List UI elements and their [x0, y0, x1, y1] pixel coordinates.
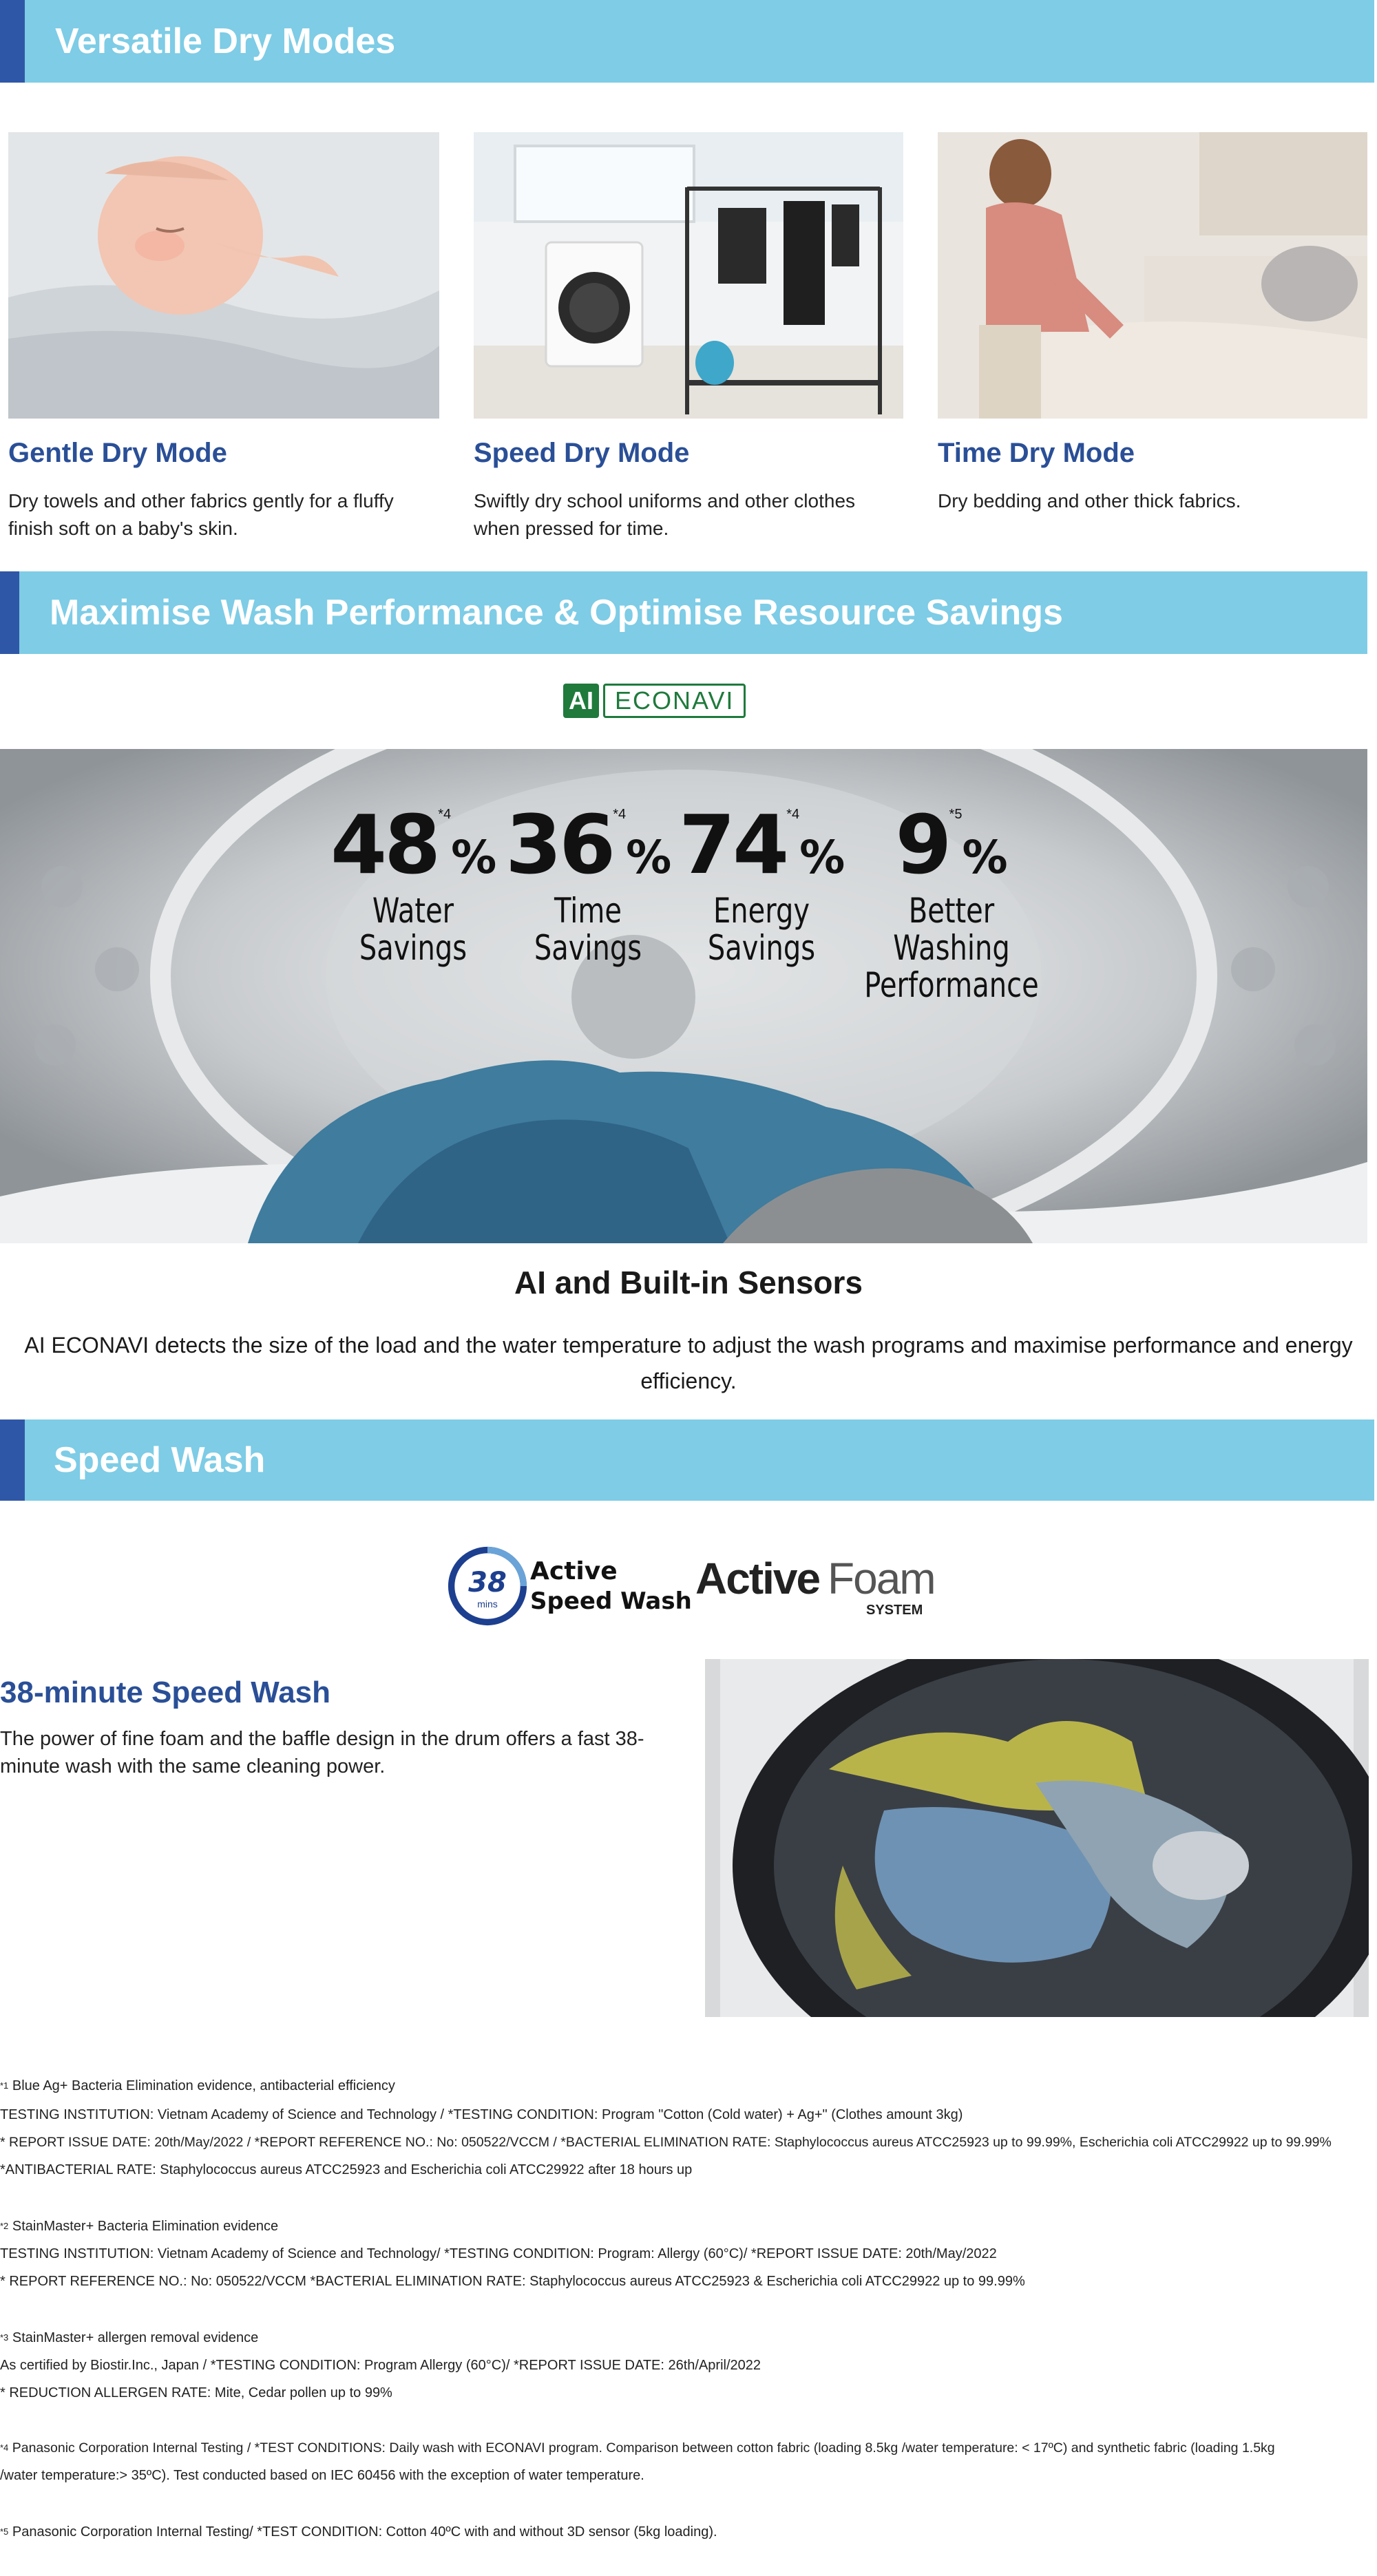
sensors-desc-line2: efficiency.: [640, 1369, 737, 1393]
time-dry-title: Time Dry Mode: [938, 438, 1135, 468]
dry-modes-banner: [0, 0, 1374, 83]
dry-modes-title: Versatile Dry Modes: [55, 21, 396, 61]
stat-value: 36: [505, 797, 613, 892]
stat-unit: %: [962, 831, 1008, 884]
stat-unit: %: [799, 831, 845, 884]
stat-label-line2: Performance: [864, 965, 1039, 1005]
sensors-desc-line1: AI ECONAVI detects the size of the load and the water temperature to adjust the wash programs and maximise performance and energy: [24, 1333, 1353, 1358]
active-foam-system: SYSTEM: [866, 1603, 923, 1618]
stat-value: 48: [330, 797, 439, 892]
gentle-dry-image: [8, 132, 439, 419]
footnote-3-title: [0, 2324, 1370, 2352]
banner-accent: [0, 0, 25, 83]
active-foam-foam: Foam: [828, 1554, 935, 1603]
stat-label-line2: Savings: [534, 928, 642, 968]
wash-performance-title: Maximise Wash Performance & Optimise Resource Savings: [50, 593, 1063, 633]
speed-wash-desc-line1: The power of fine foam and the baffle design in the drum offers a fast 38-: [0, 1728, 644, 1750]
footnote-3-line2: * REDUCTION ALLERGEN RATE: Mite, Cedar pollen up to 99%: [0, 2385, 392, 2400]
wash-performance-banner: [0, 571, 1367, 654]
footnote-2-mark: *2: [0, 2221, 9, 2231]
stat-value: 9: [895, 797, 949, 892]
ai-econavi-logo: [563, 684, 746, 718]
stat-note: *4: [438, 807, 452, 822]
footnote-5-text: Panasonic Corporation Internal Testing/ *TEST CONDITION: Cotton 40ºC with and without 3D sensor (5kg loading).: [12, 2524, 717, 2540]
footnote-2-line2: * REPORT REFERENCE NO.: No: 050522/VCCM *BACTERIAL ELIMINATION RATE: Staphylococcus aureus ATCC25923 & Escherichia coli ATCC29922 up to 99.99%: [0, 2274, 1025, 2289]
speed-wash-heading: 38-minute Speed Wash: [0, 1676, 331, 1709]
speed-dry-title: Speed Dry Mode: [474, 438, 690, 468]
footnote-1-title: [0, 2072, 1370, 2100]
footnote-3-title-text: StainMaster+ allergen removal evidence: [12, 2330, 259, 2345]
speed-logo-line1: Active: [530, 1557, 618, 1585]
speed-dry-desc: Swiftly dry school uniforms and other clothes when pressed for time.: [474, 490, 856, 539]
footnote-4-line1: [0, 2434, 1370, 2462]
footnote-2-title: [0, 2213, 1370, 2240]
speed-wash-desc-line2: minute wash with the same cleaning power.: [0, 1755, 386, 1777]
stat-energy-savings: [679, 797, 844, 967]
stat-label-line1: Time: [554, 891, 622, 931]
stat-note: *5: [949, 807, 963, 822]
stat-label-line1: Better Washing: [893, 891, 1010, 968]
speed-logo-line2: Speed Wash: [530, 1587, 692, 1615]
footnote-1-title-text: Blue Ag+ Bacteria Elimination evidence, antibacterial efficiency: [12, 2078, 395, 2093]
speed-minutes: 38: [468, 1567, 507, 1598]
active-foam-logo: [695, 1549, 943, 1625]
footnote-1-line3: *ANTIBACTERIAL RATE: Staphylococcus aureus ATCC25923 and Escherichia coli ATCC29922 after 18 hours up: [0, 2162, 693, 2177]
banner-accent: [0, 571, 19, 654]
active-foam-active: Active: [695, 1554, 820, 1603]
gentle-dry-title: Gentle Dry Mode: [8, 438, 227, 468]
speed-wash-title: Speed Wash: [54, 1440, 266, 1480]
stat-time-savings: [505, 797, 671, 967]
stat-label-line1: Water: [372, 891, 454, 931]
stat-washing-performance: [841, 797, 1062, 1004]
active-speed-wash-logo: [448, 1543, 692, 1629]
footnote-2-line1: TESTING INSTITUTION: Vietnam Academy of Science and Technology/ *TESTING CONDITION: Program: Allergy (60°C)/ *REPORT ISSUE DATE: 20th/May/2022: [0, 2246, 997, 2261]
footnote-1-line2: * REPORT ISSUE DATE: 20th/May/2022 / *REPORT REFERENCE NO.: No: 050522/VCCM / *BACTERIAL ELIMINATION RATE: Staphylococcus aureus ATCC25923 up to 99.99%, Escherichia coli ATCC29922 up to 99.99%: [0, 2135, 1332, 2150]
speed-wash-banner: [0, 1419, 1374, 1501]
banner-accent: [0, 1419, 25, 1501]
ai-logo-badge: AI: [563, 684, 599, 718]
time-dry-desc: Dry bedding and other thick fabrics.: [938, 490, 1241, 511]
footnote-3-line1: As certified by Biostir.Inc., Japan / *TESTING CONDITION: Program Allergy (60°C)/ *REPORT ISSUE DATE: 26th/April/2022: [0, 2358, 761, 2373]
stat-note: *4: [613, 807, 627, 822]
stat-note: *4: [786, 807, 800, 822]
footnote-5-mark: *5: [0, 2526, 9, 2537]
stat-unit: %: [451, 831, 497, 884]
stat-label-line2: Savings: [359, 928, 467, 968]
footnote-2-title-text: StainMaster+ Bacteria Elimination evidence: [12, 2219, 279, 2234]
stat-label-line1: Energy: [713, 891, 810, 931]
washing-drum-image: [705, 1659, 1369, 2017]
sensors-title: AI and Built-in Sensors: [514, 1265, 863, 1300]
stat-value: 74: [679, 797, 787, 892]
footnote-1-line1: TESTING INSTITUTION: Vietnam Academy of Science and Technology / *TESTING CONDITION: Program "Cotton (Cold water) + Ag+" (Clothes amount 3kg): [0, 2107, 963, 2122]
footnote-1-mark: *1: [0, 2080, 9, 2091]
stat-unit: %: [626, 831, 672, 884]
footnote-4-text: Panasonic Corporation Internal Testing / *TEST CONDITIONS: Daily wash with ECONAVI program. Comparison between cotton fabric (loading 8.5kg /water temperature: < 17ºC) and synthetic fabric (loading 1.5kg: [12, 2440, 1275, 2456]
stat-label-line2: Savings: [707, 928, 816, 968]
stat-water-savings: [330, 797, 496, 967]
footnote-4-line2: /water temperature:> 35ºC). Test conducted based on IEC 60456 with the exception of water temperature.: [0, 2468, 644, 2483]
time-dry-image: [938, 132, 1367, 419]
footnote-5-line1: [0, 2518, 1370, 2546]
econavi-logo-text: ECONAVI: [603, 684, 746, 718]
footnote-3-mark: *3: [0, 2332, 9, 2343]
gentle-dry-desc: Dry towels and other fabrics gently for a fluffy finish soft on a baby's skin.: [8, 490, 394, 539]
speed-dry-image: [474, 132, 903, 419]
footnote-4-mark: *4: [0, 2442, 9, 2453]
speed-minutes-unit: mins: [477, 1598, 498, 1609]
